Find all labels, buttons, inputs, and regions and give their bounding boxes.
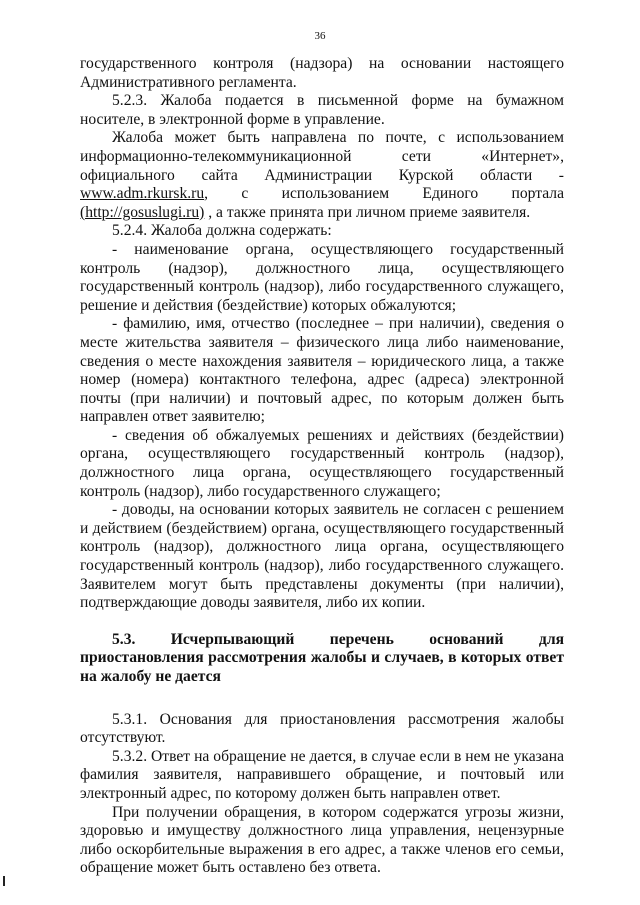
page-number: 36 (314, 30, 326, 42)
paragraph-continuation: государственного контроля (надзора) на основании настоящего Административного регламента. (80, 55, 564, 91)
document-body (80, 55, 564, 878)
paragraph-5-2-4: 5.2.4. Жалоба должна содержать: (112, 222, 332, 240)
list-item-organ-name: - наименование органа, осуществляющего государственный контроль (надзор), должностного лица, осуществляющего государственный контроль (надзор), либо государственного служащего, решение и действия (бездействие) которых обжалуются; (80, 240, 564, 314)
submission-text-before: Жалоба может быть направлена по почте, с использованием информационно-телекоммуникационной сети «Интернет», официального сайта Администрации Курской области - (80, 129, 564, 184)
list-item-arguments: - доводы, на основании которых заявитель не согласен с решением и действием (бездействием) органа, осуществляющего государственный контроль (надзор), должностного лица органа, осуществляющего государственный контроль (надзор), либо государственного служащего. Заявителем могут быть представлены документы (при наличии), подтверждающие доводы заявителя, либо их копии. (80, 501, 564, 612)
paragraph-5-3-2: 5.3.2. Ответ на обращение не дается, в случае если в нем не указана фамилия заявителя, направившего обращение, и почтовый или электронный адрес, по которому должен быть направлен ответ. (80, 747, 564, 802)
submission-text-after: , а также принята при личном приеме заявителя. (204, 203, 531, 221)
gosuslugi-link[interactable]: (http://gosuslugi.ru) (80, 203, 205, 221)
list-item-appealed-decisions: - сведения об обжалуемых решениях и действиях (бездействии) органа, осуществляющего государственный контроль (надзор), должностного лица органа, осуществляющего государственный контроль (надзор), либо государственного служащего; (80, 426, 564, 500)
paragraph-5-3-1: 5.3.1. Основания для приостановления рассмотрения жалобы отсутствуют. (80, 710, 564, 747)
scan-mark (3, 876, 5, 886)
paragraph-submission-methods (80, 129, 564, 222)
paragraph-5-2-3: 5.2.3. Жалоба подается в письменной форме на бумажном носителе, в электронной форме в управление. (80, 92, 564, 128)
adm-rkursk-link[interactable]: www.adm.rkursk.ru (80, 185, 205, 203)
paragraph-threats: При получении обращения, в котором содержатся угрозы жизни, здоровью и имуществу должностного лица управления, нецензурные либо оскорбительные выражения в его адрес, а также членов его семьи, обращение может быть оставлено без ответа. (80, 803, 564, 877)
submission-text-middle: , с использованием Единого портала (204, 185, 564, 203)
section-heading-5-3: 5.3. Исчерпывающий перечень оснований для приостановления рассмотрения жалобы и случаев, в которых ответ на жалобу не дается (80, 630, 564, 685)
list-item-applicant-info: - фамилию, имя, отчество (последнее – при наличии), сведения о месте жительства заявителя – физического лица либо наименование, сведения о месте нахождения заявителя – юридического лица, а также номер (номера) контактного телефона, адрес (адреса) электронной почты (при наличии) и почтовый адрес, по которым должен быть направлен ответ заявителю; (80, 315, 564, 426)
